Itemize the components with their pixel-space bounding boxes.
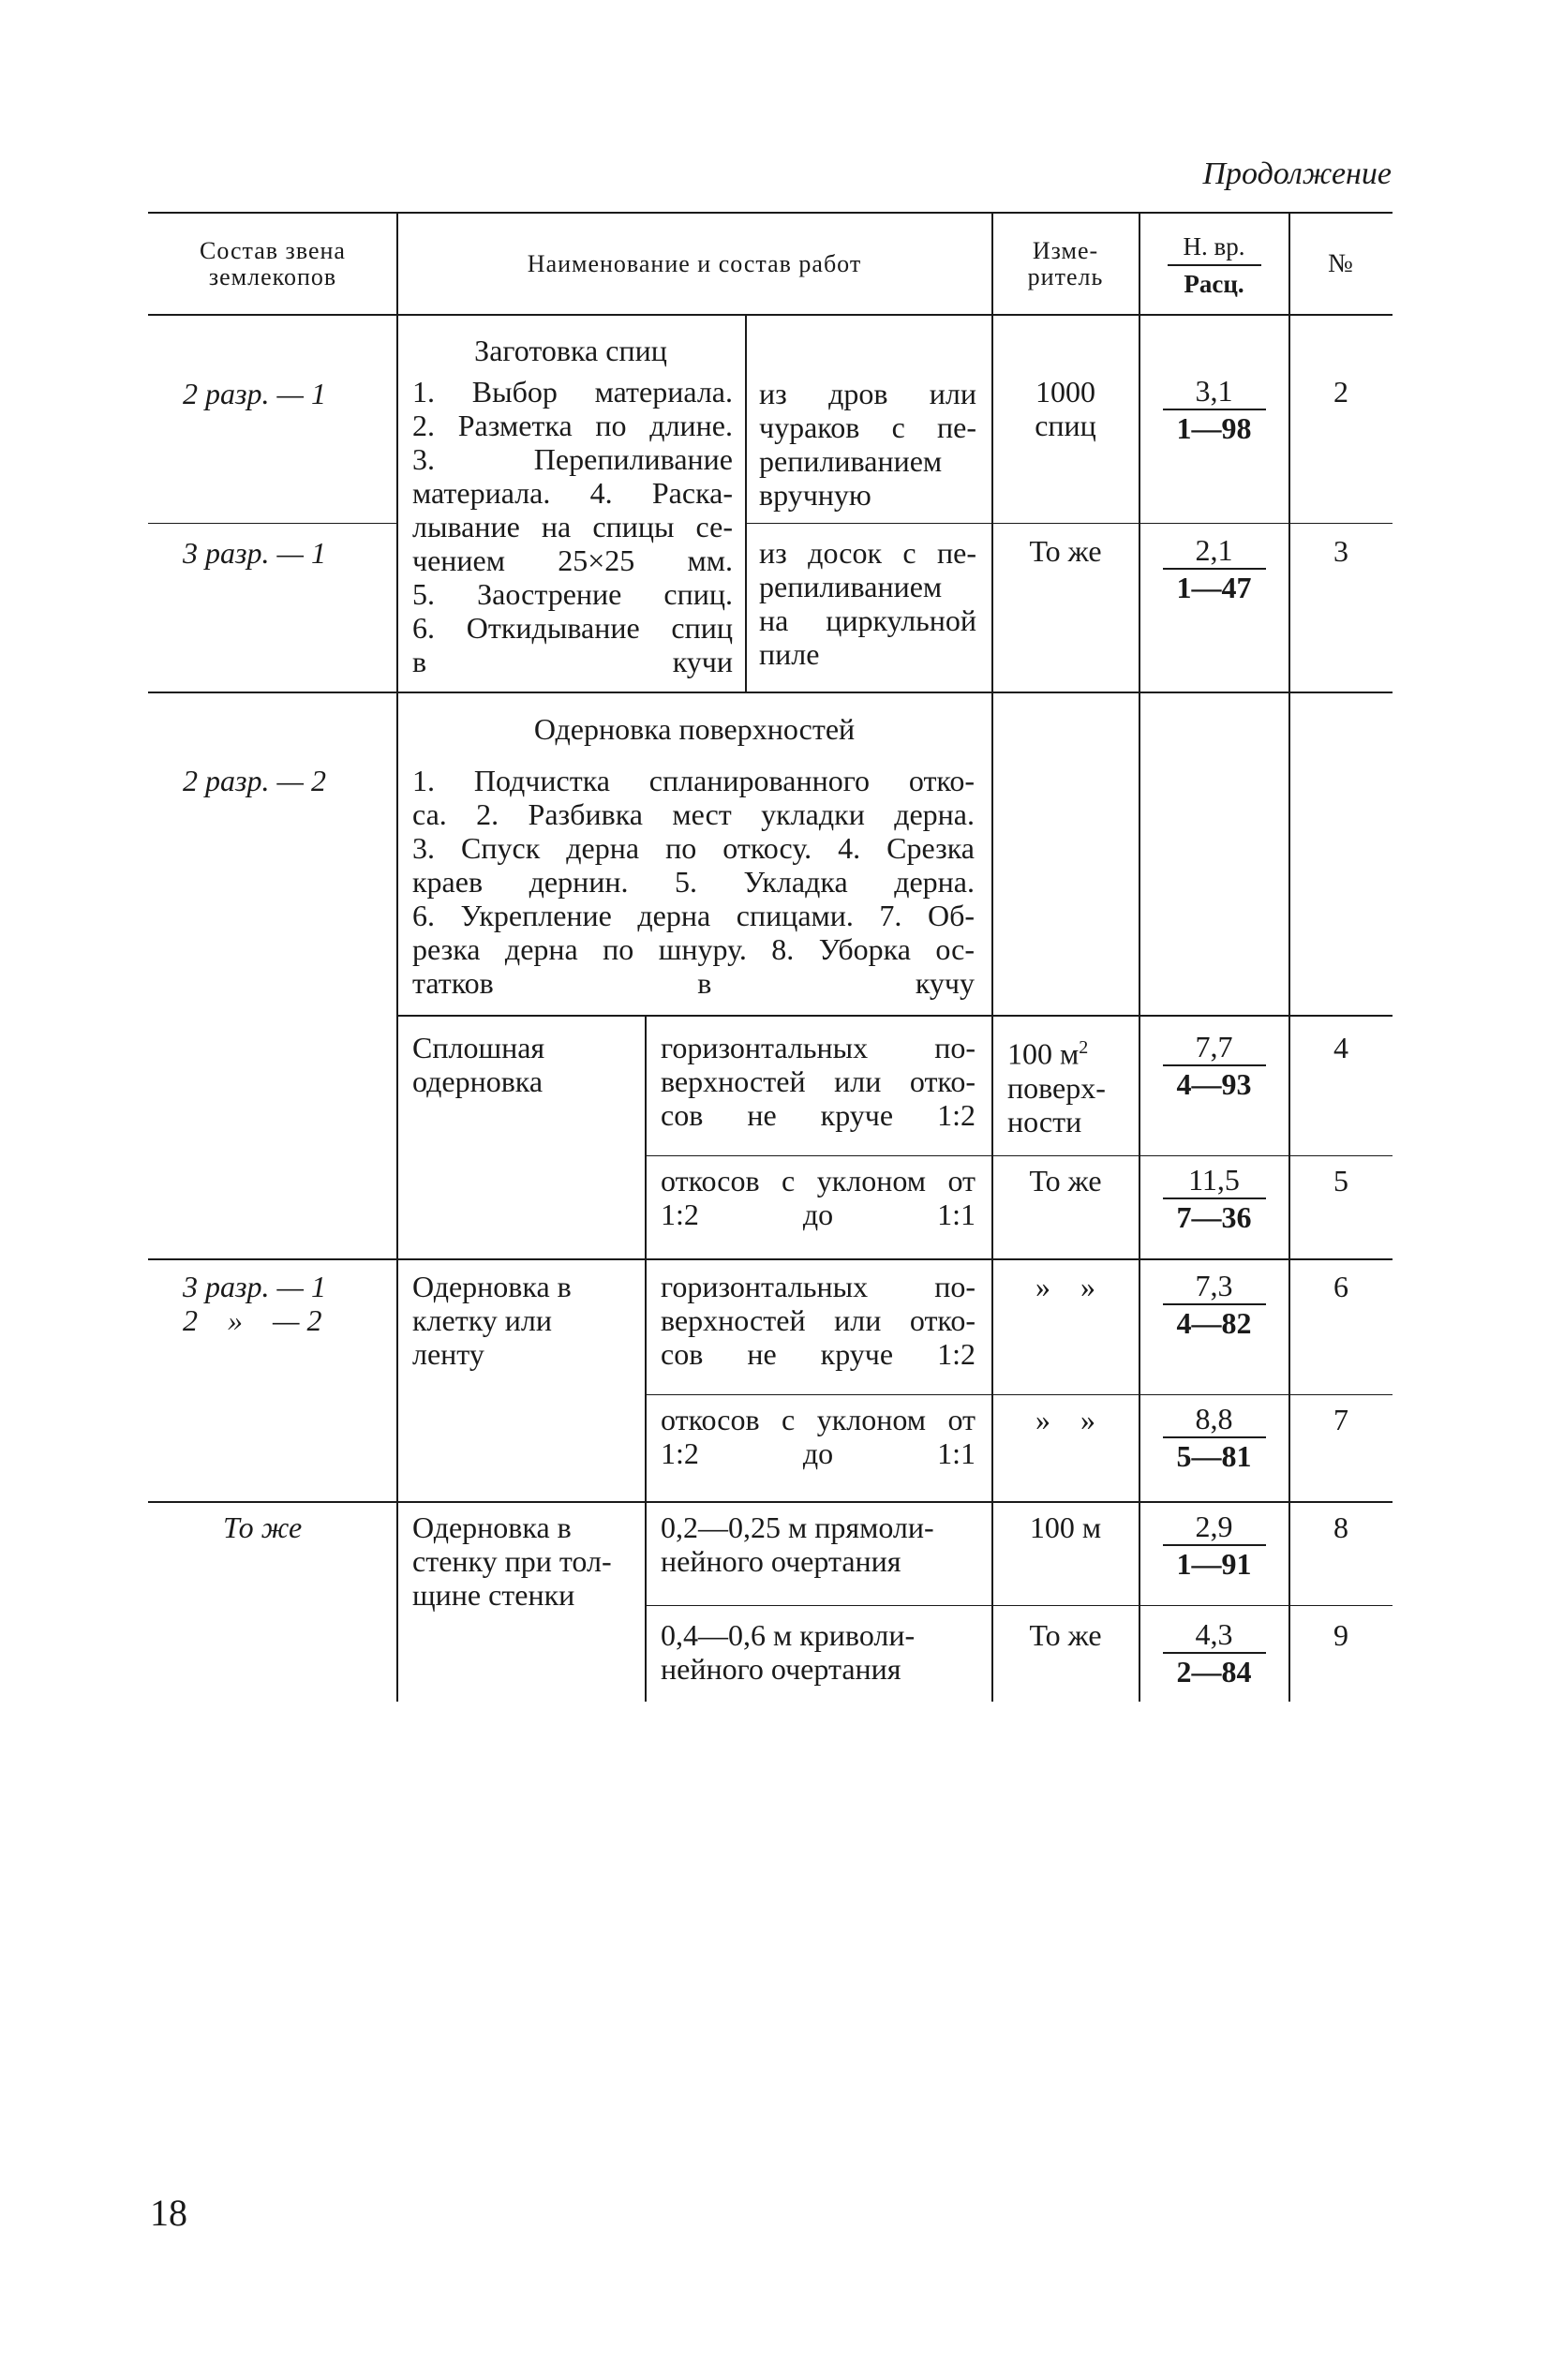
- continuation-label: Продолжение: [1202, 156, 1392, 191]
- fraction-bar: [1163, 409, 1266, 410]
- groupB-name: Одерновка в клетку или ленту: [412, 1270, 572, 1371]
- col-rule-crew: [396, 212, 398, 1702]
- row3-crew: 3 разр. — 1: [183, 536, 326, 570]
- norm-value: 4,3: [1195, 1617, 1233, 1651]
- section1-title: Заготовка спиц: [474, 334, 667, 367]
- row-divider: [148, 523, 396, 524]
- row-divider: [396, 1015, 1393, 1017]
- page-number: 18: [150, 2192, 187, 2234]
- row8-unit: 100 м: [1029, 1510, 1102, 1544]
- rate-value: 4—82: [1176, 1306, 1252, 1340]
- row9-unit: То же: [1029, 1618, 1102, 1652]
- row8-variant: 0,2—0,25 м прямоли- нейного очертания: [661, 1510, 934, 1578]
- section-rule: [148, 692, 1393, 693]
- groupA-name: Сплошная одерновка: [412, 1031, 545, 1098]
- rate-value: 2—84: [1176, 1655, 1252, 1688]
- fraction-bar: [1163, 1652, 1266, 1654]
- norm-value: 7,7: [1195, 1030, 1233, 1064]
- header-num: №: [1328, 249, 1354, 278]
- header-rate: Расц.: [1184, 270, 1244, 298]
- unit-superscript: 2: [1079, 1037, 1089, 1058]
- row9-num: 9: [1333, 1618, 1348, 1652]
- row6-unit: » »: [1035, 1270, 1095, 1303]
- row-divider: [645, 1605, 1393, 1606]
- groupC-crew: То же: [223, 1510, 303, 1544]
- rate-value: 7—36: [1176, 1200, 1252, 1234]
- rate-value: 1—91: [1176, 1547, 1252, 1581]
- row5-num: 5: [1333, 1164, 1348, 1197]
- norm-value: 2,1: [1195, 533, 1233, 567]
- section2-crew: 2 разр. — 2: [183, 764, 326, 797]
- row4-num: 4: [1333, 1031, 1348, 1064]
- row5-norm-rate: [1140, 1164, 1288, 1233]
- row8-num: 8: [1333, 1510, 1348, 1544]
- row6-variant: горизонтальных по- верхностей или отко- сов не круче 1:2: [661, 1270, 976, 1371]
- header-work: Наименование и состав работ: [527, 250, 862, 277]
- row2-variant: из дров или чураков с пе- репиливанием вручную: [759, 377, 976, 512]
- unit-rest: поверх- ности: [1007, 1070, 1106, 1138]
- fraction-bar: [1163, 1064, 1266, 1066]
- norm-value: 11,5: [1188, 1163, 1240, 1197]
- col-rule-variant: [745, 314, 747, 692]
- row3-unit: То же: [1029, 534, 1102, 568]
- groupC-name: Одерновка в стенку при тол- щине стенки: [412, 1510, 612, 1612]
- table-top-rule: [148, 212, 1393, 214]
- row7-unit: » »: [1035, 1403, 1095, 1436]
- norm-value: 3,1: [1195, 374, 1233, 408]
- rate-value: 1—47: [1176, 571, 1252, 604]
- row-divider: [745, 523, 1393, 524]
- row9-variant: 0,4—0,6 м криволи- нейного очертания: [661, 1618, 916, 1686]
- header-crew: Состав звена землекопов: [200, 237, 346, 290]
- row7-norm-rate: [1140, 1403, 1288, 1472]
- row-divider: [645, 1394, 1393, 1395]
- header-norm-rate: [1140, 231, 1288, 300]
- fraction-bar: [1163, 1436, 1266, 1438]
- row2-norm-rate: [1140, 375, 1288, 444]
- row7-num: 7: [1333, 1403, 1348, 1436]
- row2-unit: 1000 спиц: [1035, 375, 1096, 442]
- fraction-bar: [1163, 1544, 1266, 1546]
- fraction-bar: [1168, 264, 1261, 266]
- col-rule-num: [1288, 212, 1290, 1702]
- row5-variant: откосов с уклоном от 1:2 до 1:1: [661, 1164, 976, 1231]
- norm-value: 8,8: [1195, 1402, 1233, 1435]
- row2-crew: 2 разр. — 1: [183, 377, 326, 410]
- fraction-bar: [1163, 568, 1266, 570]
- fraction-bar: [1163, 1303, 1266, 1305]
- row9-norm-rate: [1140, 1618, 1288, 1688]
- row4-norm-rate: [1140, 1031, 1288, 1100]
- header-unit: Изме- ритель: [1027, 237, 1104, 290]
- section1-steps: 1. Выбор материала. 2. Разметка по длине. 3. Перепиливание материала. 4. Раска- лывание на спицы се- чением 25×25 мм. 5. Заострение спиц. 6. Откидывание спиц в кучи: [412, 375, 733, 678]
- norm-value: 2,9: [1195, 1510, 1233, 1543]
- norm-value: 7,3: [1195, 1269, 1233, 1302]
- groupB-crew: 3 разр. — 1 2 » — 2: [183, 1270, 326, 1337]
- header-bottom-rule: [148, 314, 1393, 316]
- rate-value: 5—81: [1176, 1439, 1252, 1473]
- section2-steps: 1. Подчистка спланированного отко- са. 2. Разбивка мест укладки дерна. 3. Спуск дерна по откосу. 4. Срезка краев дернин. 5. Укладка дерна. 6. Укрепление дерна спицами. 7. Об- резка дерна по шнуру. 8. Уборка ос- татков в кучу: [412, 764, 975, 1000]
- row5-unit: То же: [1029, 1164, 1102, 1197]
- header-norm: Н. вр.: [1183, 232, 1245, 260]
- row3-variant: из досок с пе- репиливанием на циркульной пиле: [759, 536, 976, 671]
- rate-value: 4—93: [1176, 1067, 1252, 1101]
- row4-variant: горизонтальных по- верхностей или отко- сов не круче 1:2: [661, 1031, 976, 1132]
- row-divider: [148, 1258, 1393, 1260]
- row6-num: 6: [1333, 1270, 1348, 1303]
- row6-norm-rate: [1140, 1270, 1288, 1339]
- col-rule-variant-lower: [645, 1015, 647, 1702]
- row-divider: [645, 1155, 1393, 1156]
- fraction-bar: [1163, 1197, 1266, 1199]
- row8-norm-rate: [1140, 1510, 1288, 1580]
- row2-num: 2: [1333, 375, 1348, 409]
- section2-title: Одерновка поверхностей: [533, 712, 856, 746]
- rate-value: 1—98: [1176, 411, 1252, 445]
- row4-unit: [1007, 1031, 1129, 1138]
- row3-num: 3: [1333, 534, 1348, 568]
- row7-variant: откосов с уклоном от 1:2 до 1:1: [661, 1403, 976, 1470]
- unit-main: 100 м: [1007, 1036, 1080, 1071]
- row-divider: [148, 1501, 1393, 1503]
- row3-norm-rate: [1140, 534, 1288, 603]
